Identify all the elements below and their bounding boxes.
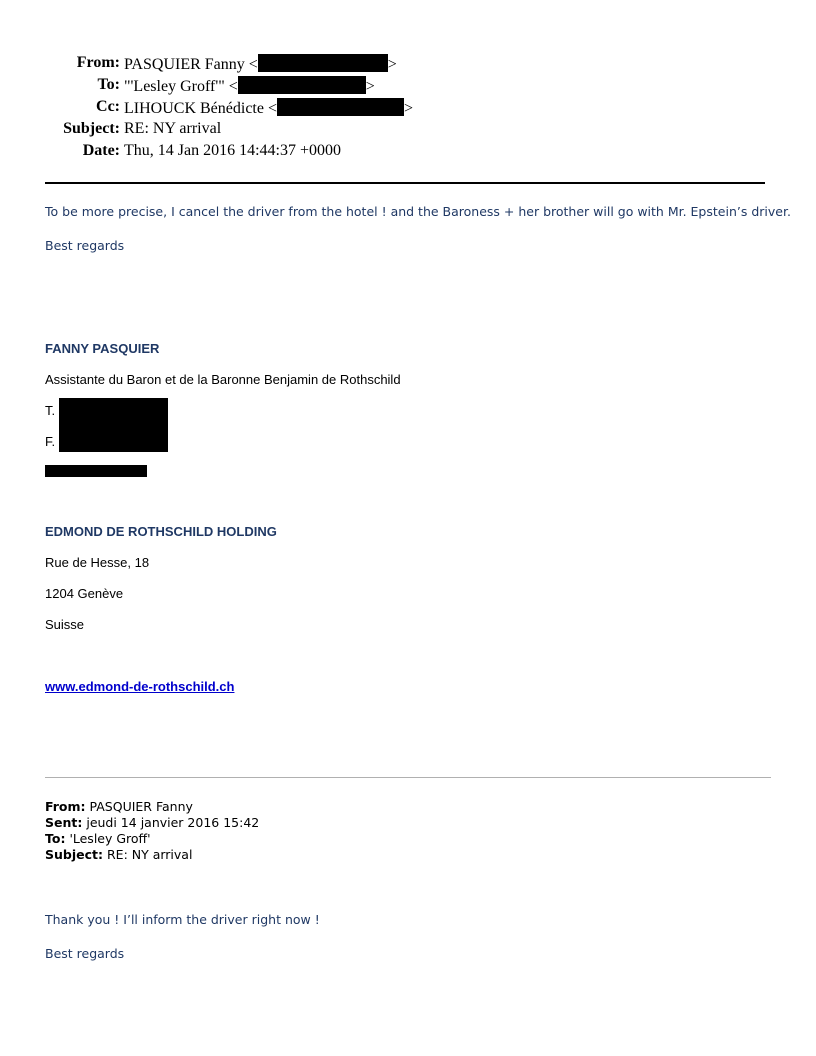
date-value: Thu, 14 Jan 2016 14:44:37 +0000	[124, 142, 342, 159]
redaction-block	[59, 422, 168, 452]
fw-to-label: To:	[45, 831, 66, 846]
fw-to-row	[45, 831, 259, 847]
from-label: From:	[76, 54, 120, 71]
from-value	[124, 54, 397, 74]
redaction-block	[277, 98, 404, 116]
cc-label: Cc:	[96, 98, 120, 115]
to-value	[124, 76, 375, 96]
signature-fax-label: F.	[45, 434, 56, 449]
forwarded-message-line: Thank you ! I’ll inform the driver right now !	[45, 912, 320, 927]
signature-role: Assistante du Baron et de la Baronne Benjamin de Rothschild	[45, 372, 401, 387]
forward-divider	[45, 777, 771, 778]
fw-subject-label: Subject:	[45, 847, 103, 862]
close-bracket: >	[403, 100, 414, 117]
fw-subject-value: RE: NY arrival	[106, 847, 193, 862]
redaction-block	[258, 54, 388, 72]
fw-sent-label: Sent:	[45, 815, 83, 830]
fw-from-value: PASQUIER Fanny	[89, 799, 193, 814]
signature-name: FANNY PASQUIER	[45, 341, 160, 356]
fw-subject-row	[45, 847, 259, 863]
to-text: "'Lesley Groff'" <	[124, 78, 238, 95]
redaction-block	[238, 76, 366, 94]
message-regards: Best regards	[45, 238, 125, 253]
fw-from-row	[45, 799, 259, 815]
header-divider	[45, 182, 765, 184]
website-link[interactable]: www.edmond-de-rothschild.ch	[45, 679, 235, 694]
fw-to-value: 'Lesley Groff'	[69, 831, 151, 846]
redaction-block	[59, 398, 168, 422]
address-street: Rue de Hesse, 18	[45, 555, 150, 570]
forwarded-regards: Best regards	[45, 946, 125, 961]
message-line: To be more precise, I cancel the driver from the hotel ! and the Baroness + her brother will go with Mr. Epstein’s driver.	[45, 204, 791, 219]
company-name: EDMOND DE ROTHSCHILD HOLDING	[45, 524, 277, 539]
fw-from-label: From:	[45, 799, 86, 814]
close-bracket: >	[365, 78, 375, 95]
address-country: Suisse	[45, 617, 85, 632]
to-label: To:	[97, 76, 120, 93]
address-city: 1204 Genève	[45, 586, 124, 601]
cc-value	[124, 98, 413, 118]
from-text: PASQUIER Fanny <	[124, 56, 258, 73]
close-bracket: >	[387, 56, 397, 73]
cc-text: LIHOUCK Bénédicte <	[124, 100, 277, 117]
date-label: Date:	[82, 142, 120, 159]
signature-phone-label: T.	[45, 403, 56, 418]
fw-sent-value: jeudi 14 janvier 2016 15:42	[86, 815, 260, 830]
subject-value: RE: NY arrival	[124, 120, 222, 137]
redaction-block	[45, 465, 147, 477]
forwarded-header	[45, 799, 259, 863]
subject-label: Subject:	[63, 120, 120, 137]
fw-sent-row	[45, 815, 259, 831]
